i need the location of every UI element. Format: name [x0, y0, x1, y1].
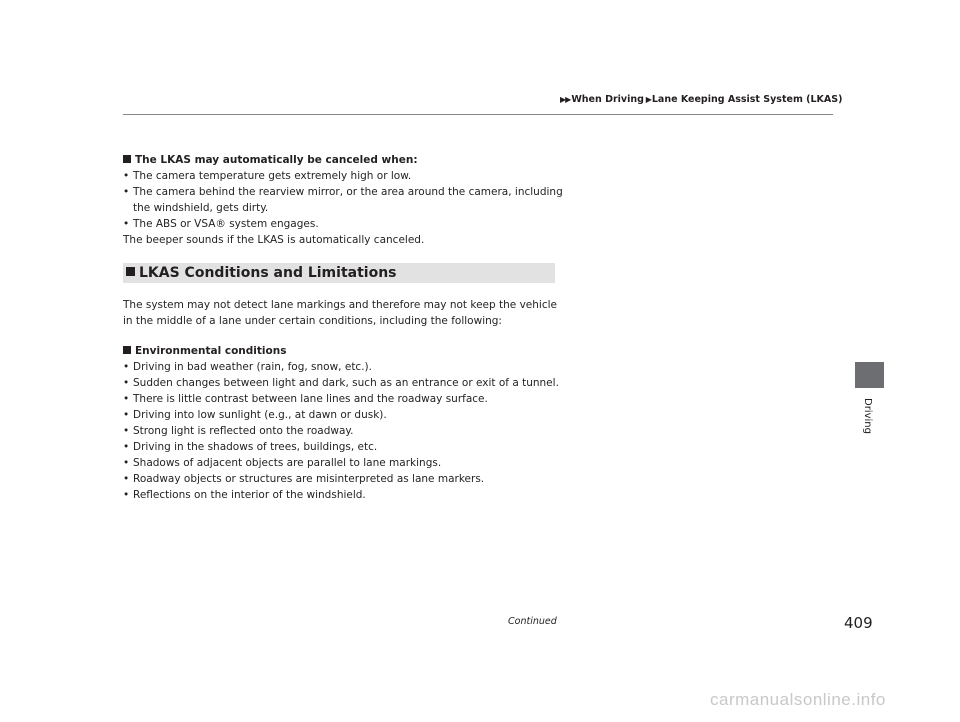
square-bullet-icon: [123, 346, 131, 354]
cancel-heading: The LKAS may automatically be canceled when:: [123, 152, 563, 168]
list-item: • Shadows of adjacent objects are parallel to lane markings.: [123, 455, 563, 471]
list-item: • The camera temperature gets extremely high or low.: [123, 168, 563, 184]
list-item: • Driving into low sunlight (e.g., at dawn or dusk).: [123, 407, 563, 423]
header-rule: [123, 114, 833, 115]
breadcrumb-item-lkas[interactable]: Lane Keeping Assist System (LKAS): [651, 94, 843, 105]
square-bullet-icon: [123, 155, 131, 163]
list-item: • Roadway objects or structures are misinterpreted as lane markers.: [123, 471, 563, 487]
list-item: • There is little contrast between lane lines and the roadway surface.: [123, 391, 563, 407]
section-title-bar: [123, 263, 555, 283]
list-item: • The ABS or VSA® system engages.: [123, 216, 563, 232]
section-title: LKAS Conditions and Limitations: [139, 265, 397, 281]
list-item: • Strong light is reflected onto the roadway.: [123, 423, 563, 439]
list-item: • Reflections on the interior of the windshield.: [123, 487, 563, 503]
list-item: • Driving in the shadows of trees, buildings, etc.: [123, 439, 563, 455]
list-item: • Driving in bad weather (rain, fog, snow, etc.).: [123, 359, 563, 375]
conditions-intro: The system may not detect lane markings and therefore may not keep the vehicle in the middle of a lane under certain conditions, including the following:: [123, 299, 557, 327]
breadcrumb: [560, 94, 843, 105]
watermark: carmanualsonline.info: [710, 690, 886, 709]
chapter-label: Driving: [862, 398, 873, 434]
main-content: [123, 152, 563, 503]
cancel-list: [123, 168, 563, 232]
env-list: [123, 359, 563, 503]
chapter-tab[interactable]: [855, 362, 884, 388]
cancel-note: The beeper sounds if the LKAS is automatically canceled.: [123, 234, 425, 246]
list-item: • Sudden changes between light and dark, such as an entrance or exit of a tunnel.: [123, 375, 563, 391]
breadcrumb-item-when-driving[interactable]: When Driving: [571, 94, 644, 105]
square-bullet-icon: [126, 267, 135, 276]
page-number: 409: [844, 614, 873, 632]
env-heading: Environmental conditions: [123, 343, 563, 359]
continued-label: Continued: [508, 616, 557, 627]
breadcrumb-arrow-icon: ▶: [643, 95, 651, 104]
list-item: • The camera behind the rearview mirror, or the area around the camera, including the windshield, gets dirty.: [123, 184, 563, 216]
breadcrumb-arrow-icon: ▶▶: [560, 95, 571, 104]
